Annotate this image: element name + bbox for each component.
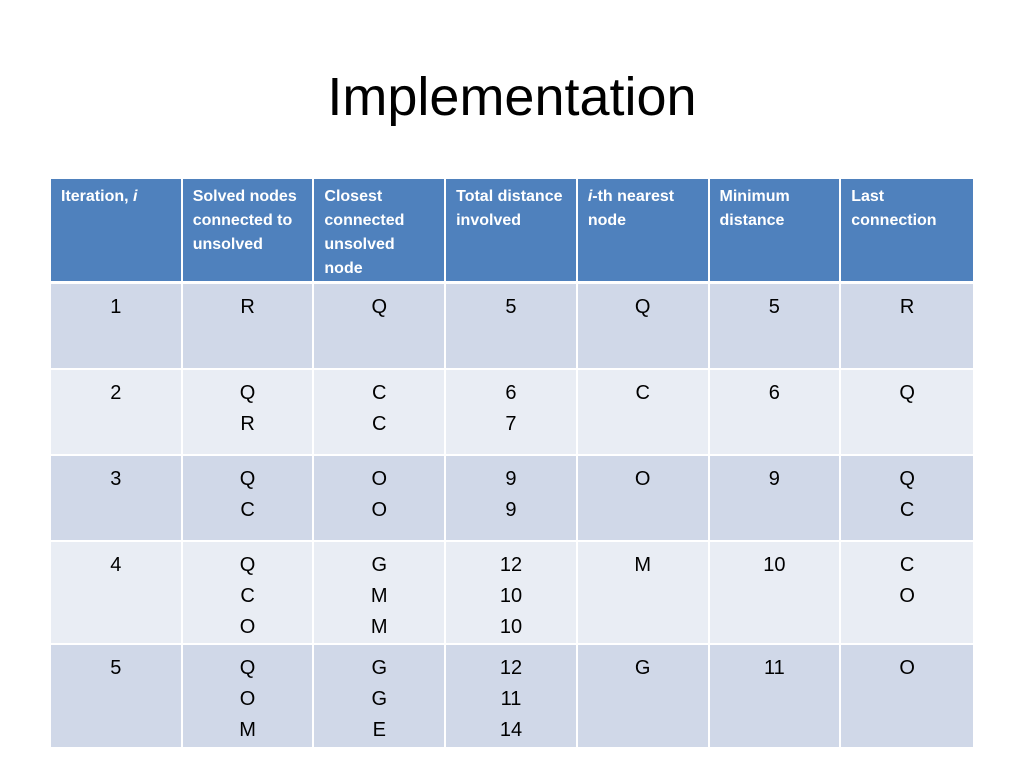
cell-value: C: [372, 382, 387, 404]
cell-minimum-distance: [710, 456, 842, 542]
cell-value: 14: [499, 719, 523, 741]
cell-value: R: [240, 413, 255, 435]
cell-value: Q: [239, 382, 256, 404]
header-minimum-distance: Minimum distance: [710, 179, 842, 284]
slide-title: Implementation: [327, 67, 697, 127]
cell-value: O: [899, 657, 915, 679]
cell-total-distance: [446, 284, 578, 370]
cell-value: O: [239, 616, 256, 638]
header-nearest-node: [578, 179, 710, 284]
cell-iteration: [51, 542, 183, 645]
cell-value: C: [372, 413, 387, 435]
cell-nearest-node: [578, 542, 710, 645]
cell-closest-node: [314, 645, 446, 747]
cell-total-distance: [446, 542, 578, 645]
header-iteration: [51, 179, 183, 284]
cell-iteration: [51, 645, 183, 747]
table-row: [51, 370, 973, 456]
cell-total-distance: [446, 645, 578, 747]
cell-value: E: [372, 719, 386, 741]
cell-value: 7: [505, 413, 517, 435]
cell-iteration: [51, 370, 183, 456]
cell-value: 10: [499, 616, 523, 638]
cell-last-connection: [841, 645, 973, 747]
table-row: [51, 284, 973, 370]
header-last-connection: Last connection: [841, 179, 973, 284]
cell-solved-nodes: [183, 284, 315, 370]
cell-value: 2: [110, 382, 122, 404]
table-header-row: [51, 179, 973, 284]
cell-value: C: [240, 499, 255, 521]
cell-value: 3: [110, 468, 122, 490]
cell-solved-nodes: [183, 370, 315, 456]
cell-nearest-node: [578, 284, 710, 370]
cell-value: 9: [505, 499, 517, 521]
cell-value: C: [899, 499, 915, 521]
header-iteration-italic: i: [133, 188, 138, 205]
cell-value: Q: [371, 296, 388, 318]
cell-value: Q: [634, 296, 651, 318]
cell-nearest-node: [578, 456, 710, 542]
cell-value: 1: [110, 296, 122, 318]
table-row: [51, 542, 973, 645]
cell-value: 6: [768, 382, 780, 404]
cell-value: R: [899, 296, 915, 318]
cell-nearest-node: [578, 370, 710, 456]
cell-value: G: [371, 554, 388, 576]
header-solved-nodes: Solved nodes connected to unsolved: [183, 179, 315, 284]
cell-solved-nodes: [183, 645, 315, 747]
cell-value: O: [371, 499, 388, 521]
cell-value: O: [634, 468, 651, 490]
cell-value: 12: [499, 657, 523, 679]
cell-solved-nodes: [183, 542, 315, 645]
cell-total-distance: [446, 456, 578, 542]
cell-last-connection: [841, 370, 973, 456]
cell-value: G: [371, 688, 388, 710]
cell-nearest-node: [578, 645, 710, 747]
cell-value: C: [240, 585, 255, 607]
cell-value: 9: [768, 468, 780, 490]
cell-minimum-distance: [710, 284, 842, 370]
cell-value: 5: [110, 657, 122, 679]
header-total-distance: Total distance involved: [446, 179, 578, 284]
table-row: [51, 456, 973, 542]
header-iteration-text: Iteration,: [61, 188, 134, 205]
cell-total-distance: [446, 370, 578, 456]
cell-value: Q: [239, 657, 256, 679]
cell-last-connection: [841, 456, 973, 542]
table-row: [51, 645, 973, 747]
cell-value: 12: [499, 554, 523, 576]
header-nearest-text: -th nearest node: [587, 188, 675, 229]
cell-value: 4: [110, 554, 122, 576]
cell-value: M: [634, 554, 651, 576]
cell-value: 11: [500, 688, 522, 710]
cell-value: C: [635, 382, 650, 404]
cell-value: 10: [499, 585, 523, 607]
cell-iteration: [51, 284, 183, 370]
cell-minimum-distance: [710, 645, 842, 747]
cell-value: G: [371, 657, 388, 679]
cell-minimum-distance: [710, 542, 842, 645]
cell-value: 11: [763, 657, 785, 679]
cell-value: 9: [505, 468, 517, 490]
header-nearest-italic: i: [587, 188, 593, 205]
cell-value: M: [370, 585, 388, 607]
cell-value: Q: [899, 468, 915, 490]
cell-closest-node: [314, 370, 446, 456]
cell-solved-nodes: [183, 456, 315, 542]
cell-value: 10: [763, 554, 786, 576]
cell-value: C: [899, 554, 915, 576]
cell-closest-node: [314, 456, 446, 542]
cell-value: 6: [505, 382, 517, 404]
cell-iteration: [51, 456, 183, 542]
cell-value: O: [899, 585, 915, 607]
cell-value: 5: [505, 296, 517, 318]
cell-closest-node: [314, 542, 446, 645]
cell-value: 5: [768, 296, 780, 318]
cell-value: O: [239, 688, 256, 710]
cell-value: M: [370, 616, 388, 638]
header-closest-node: Closest connected unsolved node: [314, 179, 446, 284]
cell-minimum-distance: [710, 370, 842, 456]
cell-value: Q: [899, 382, 915, 404]
cell-value: M: [239, 719, 256, 741]
cell-closest-node: [314, 284, 446, 370]
cell-value: G: [634, 657, 651, 679]
cell-last-connection: [841, 542, 973, 645]
cell-last-connection: [841, 284, 973, 370]
cell-value: O: [371, 468, 388, 490]
cell-value: Q: [239, 554, 256, 576]
cell-value: Q: [239, 468, 256, 490]
cell-value: R: [240, 296, 255, 318]
iteration-table: [51, 179, 973, 747]
table-body: [51, 284, 973, 747]
